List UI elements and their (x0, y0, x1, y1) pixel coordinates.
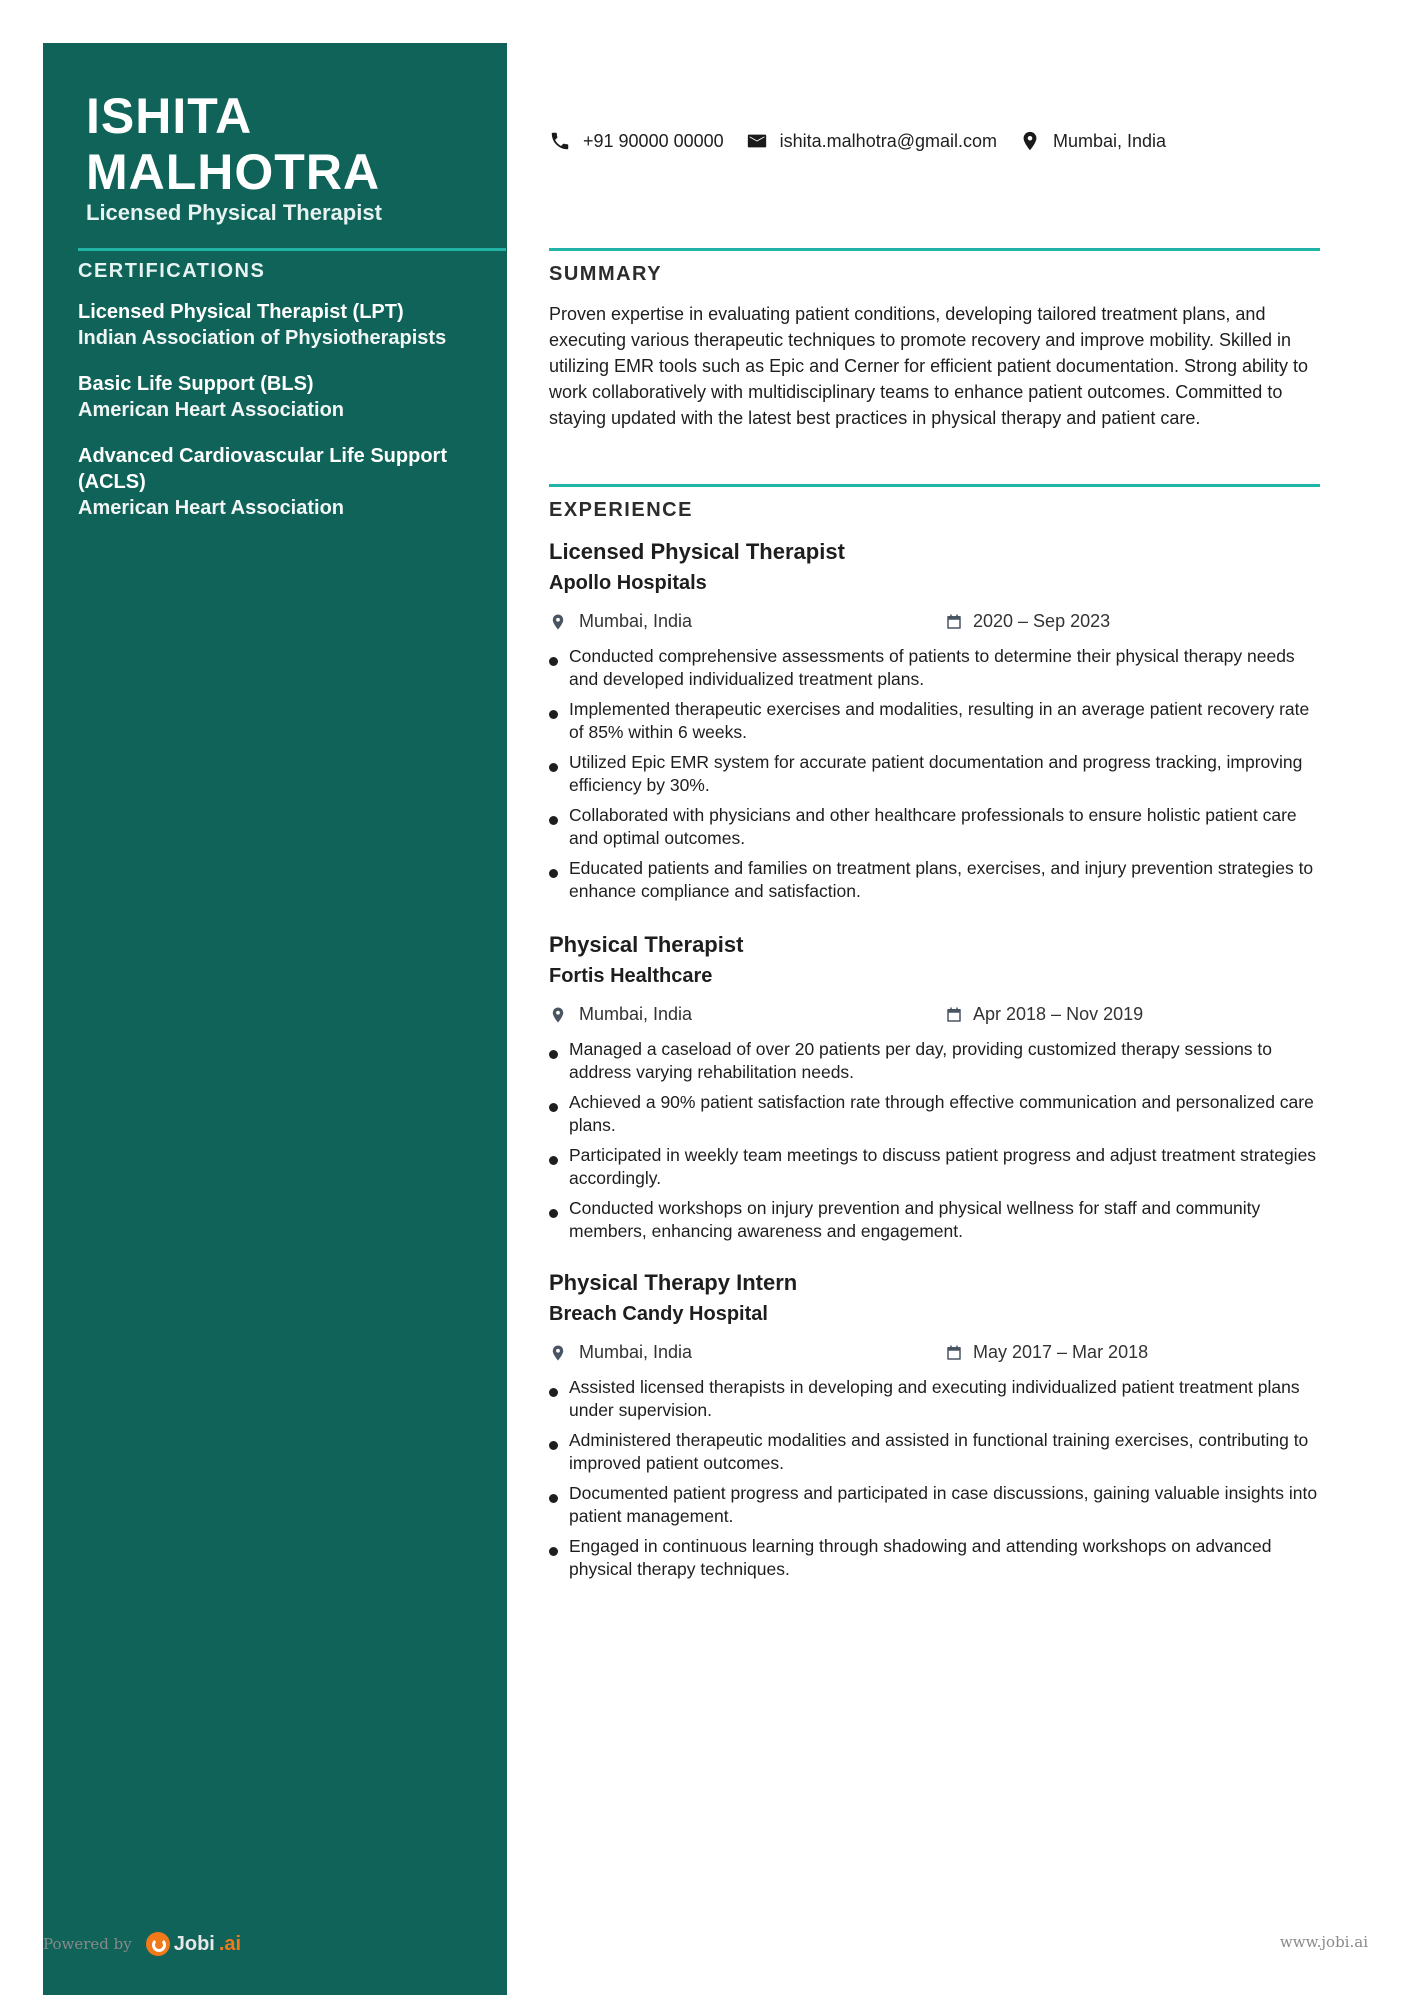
job-company: Apollo Hospitals (549, 572, 707, 594)
certification-item (78, 443, 478, 521)
certifications-heading: CERTIFICATIONS (78, 260, 266, 282)
candidate-name (86, 88, 380, 200)
job-location-text: Mumbai, India (579, 611, 693, 631)
contact-phone[interactable] (549, 130, 724, 152)
mail-icon (746, 130, 768, 152)
certification-org: American Heart Association (78, 497, 345, 519)
job-location (549, 611, 692, 632)
summary-divider (549, 248, 1320, 251)
location-pin-icon (549, 1005, 567, 1025)
job-bullet: Documented patient progress and participated in case discussions, gaining valuable insights into patient management. (549, 1482, 1320, 1528)
contact-email[interactable] (746, 130, 997, 152)
job-bullet: Assisted licensed therapists in developing and executing individualized patient treatment plans under supervision. (549, 1376, 1320, 1422)
calendar-icon (945, 1005, 963, 1025)
powered-by (43, 1932, 241, 1956)
job-title: Physical Therapy Intern (549, 1270, 798, 1295)
job-title: Physical Therapist (549, 932, 744, 957)
first-name: ISHITA (86, 88, 253, 144)
job-bullet: Educated patients and families on treatment plans, exercises, and injury prevention strategies to enhance compliance and satisfaction. (549, 857, 1320, 903)
job-location (549, 1342, 692, 1363)
phone-text: +91 90000 00000 (583, 130, 724, 151)
certifications-list (78, 299, 478, 541)
footer-website-link[interactable]: www.jobi.ai (1279, 1933, 1368, 1951)
job-bullet: Utilized Epic EMR system for accurate patient documentation and progress tracking, improving efficiency by 30%. (549, 751, 1320, 797)
jobi-logo-icon (146, 1932, 170, 1956)
location-pin-icon (1019, 130, 1041, 152)
job-bullet: Collaborated with physicians and other healthcare professionals to ensure holistic patient care and optimal outcomes. (549, 804, 1320, 850)
location-pin-icon (549, 1343, 567, 1363)
sidebar-divider (78, 248, 506, 251)
job-bullet: Implemented therapeutic exercises and modalities, resulting in an average patient recovery rate of 85% within 6 weeks. (549, 698, 1320, 744)
certification-item (78, 371, 478, 423)
job-meta (549, 1004, 1320, 1032)
certification-name: Advanced Cardiovascular Life Support (ACLS) (78, 445, 447, 493)
jobi-logo-word: Jobi (173, 1932, 215, 1955)
job-entry (549, 1268, 1320, 1588)
headline: Licensed Physical Therapist (86, 200, 382, 225)
job-entry (549, 537, 1320, 910)
job-bullet: Achieved a 90% patient satisfaction rate through effective communication and personalized care plans. (549, 1091, 1320, 1137)
job-dates-text: May 2017 – Mar 2018 (973, 1342, 1149, 1362)
jobi-logo-suffix: .ai (218, 1932, 242, 1955)
job-title: Licensed Physical Therapist (549, 539, 845, 564)
job-company: Fortis Healthcare (549, 965, 713, 987)
summary-text: Proven expertise in evaluating patient conditions, developing tailored treatment plans, and executing various therapeutic techniques to promote recovery and improve mobility. Skilled in utilizing EMR tools such as Epic and Cerner for efficient patient documentation. Strong ability to work collaboratively with multidisciplinary teams to enhance patient outcomes. Committed to staying updated with the latest best practices in physical therapy and patient care. (549, 304, 1309, 428)
job-location-text: Mumbai, India (579, 1342, 693, 1362)
summary-heading: SUMMARY (549, 263, 663, 285)
contact-row (549, 130, 1166, 152)
job-entry (549, 930, 1320, 1250)
job-dates (945, 611, 1110, 632)
certification-name: Basic Life Support (BLS) (78, 373, 314, 395)
certification-name: Licensed Physical Therapist (LPT) (78, 301, 404, 323)
job-location (549, 1004, 692, 1025)
email-text: ishita.malhotra@gmail.com (779, 130, 998, 151)
calendar-icon (945, 612, 963, 632)
experience-divider (549, 484, 1320, 487)
contact-location (1019, 130, 1166, 152)
job-meta (549, 611, 1320, 639)
job-dates-text: Apr 2018 – Nov 2019 (973, 1004, 1144, 1024)
job-location-text: Mumbai, India (579, 1004, 693, 1024)
last-name: MALHOTRA (86, 144, 381, 200)
powered-by-label: Powered by (43, 1935, 132, 1953)
location-text: Mumbai, India (1053, 130, 1167, 151)
job-bullets (549, 645, 1320, 903)
job-company: Breach Candy Hospital (549, 1303, 768, 1325)
job-dates-text: 2020 – Sep 2023 (973, 611, 1111, 631)
job-bullet: Engaged in continuous learning through shadowing and attending workshops on advanced physical therapy techniques. (549, 1535, 1320, 1581)
certification-item (78, 299, 478, 351)
jobi-logo[interactable] (146, 1932, 241, 1956)
experience-heading: EXPERIENCE (549, 499, 693, 521)
sidebar (43, 43, 507, 1995)
calendar-icon (945, 1343, 963, 1363)
job-bullet: Managed a caseload of over 20 patients per day, providing customized therapy sessions to address varying rehabilitation needs. (549, 1038, 1320, 1084)
phone-icon (549, 130, 571, 152)
location-pin-icon (549, 612, 567, 632)
job-dates (945, 1004, 1143, 1025)
certification-org: American Heart Association (78, 399, 345, 421)
job-bullets (549, 1376, 1320, 1581)
job-meta (549, 1342, 1320, 1370)
certification-org: Indian Association of Physiotherapists (78, 327, 447, 349)
job-bullet: Participated in weekly team meetings to discuss patient progress and adjust treatment strategies accordingly. (549, 1144, 1320, 1190)
job-bullets (549, 1038, 1320, 1243)
job-bullet: Conducted workshops on injury prevention and physical wellness for staff and community members, enhancing awareness and engagement. (549, 1197, 1320, 1243)
job-bullet: Administered therapeutic modalities and assisted in functional training exercises, contributing to improved patient outcomes. (549, 1429, 1320, 1475)
job-dates (945, 1342, 1148, 1363)
job-bullet: Conducted comprehensive assessments of patients to determine their physical therapy needs and developed individualized treatment plans. (549, 645, 1320, 691)
